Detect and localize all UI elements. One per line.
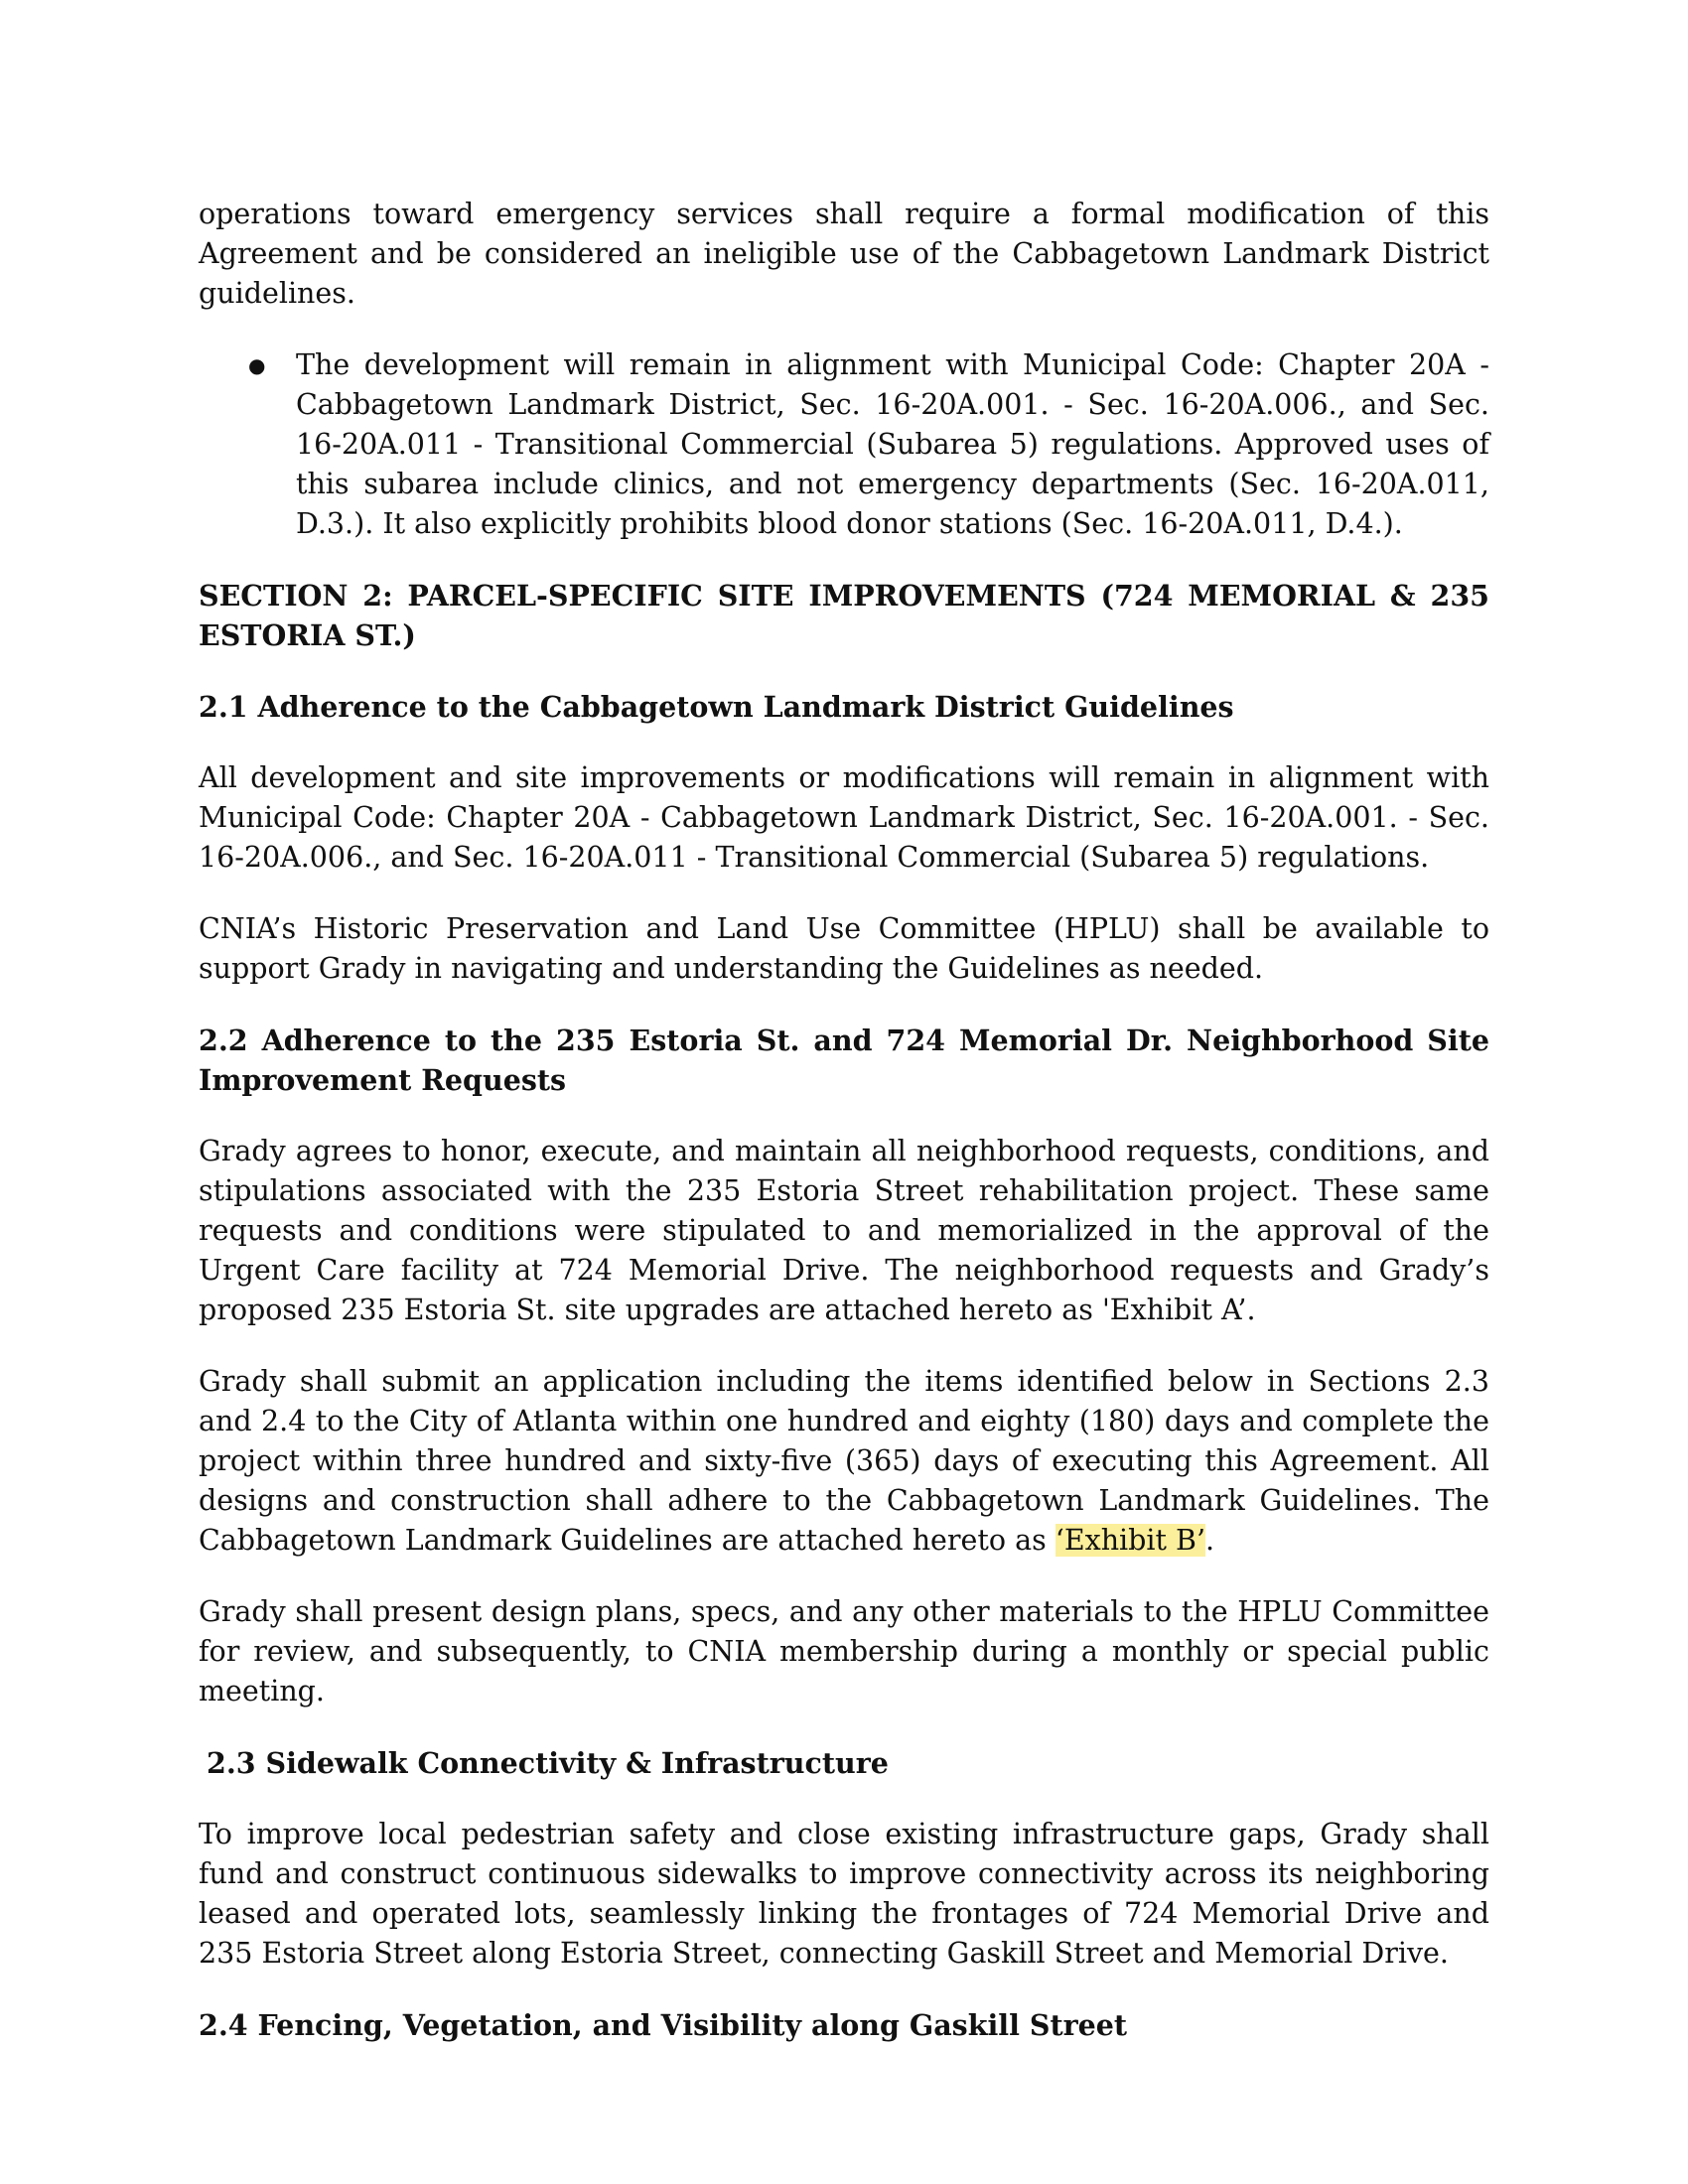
bullet-text: The development will remain in alignment with Municipal Code: Chapter 20A - Cabbagetown Landmark District, Sec. 16-20A.001. - Sec. 16-20A.006., and Sec. 16-20A.011 - Transitional Commercial (Subarea 5) regulations. Approved uses of this subarea include clinics, and not emergency departments (Sec. 16-20A.011, D.3.). It also explicitly prohibits blood donor stations (Sec. 16-20A.011, D.4.). [296,348,1489,540]
document-page [199,195,1489,2045]
bullet-icon: ● [248,353,266,377]
bullet-item [248,345,1489,544]
section-2-2-paragraph-1: Grady agrees to honor, execute, and maintain all neighborhood requests, conditions, and stipulations associated with the 235 Estoria Street rehabilitation project. These same requests and conditions were stipulated to and memorialized in the approval of the Urgent Care facility at 724 Memorial Drive. The neighborhood requests and Grady’s proposed 235 Estoria St. site upgrades are attached hereto as 'Exhibit A’. [199,1135,1489,1326]
section-2-3-paragraph-1: To improve local pedestrian safety and close existing infrastructure gaps, Grady shall fund and construct continuous sidewalks to improve connectivity across its neighboring leased and operated lots, seamlessly linking the frontages of 724 Memorial Drive and 235 Estoria Street along Estoria Street, connecting Gaskill Street and Memorial Drive. [199,1818,1489,1970]
section-2-1-heading: 2.1 Adherence to the Cabbagetown Landmark District Guidelines [199,690,1234,724]
section-2-4-heading: 2.4 Fencing, Vegetation, and Visibility along Gaskill Street [199,2008,1128,2042]
paragraph-end: . [1205,1524,1215,1557]
intro-paragraph: operations toward emergency services shall require a formal modification of this Agreement and be considered an ineligible use of the Cabbagetown Landmark District guidelines. [199,198,1489,310]
section-2-3-heading: 2.3 Sidewalk Connectivity & Infrastructure [207,1746,889,1780]
section-2-1-paragraph-2: CNIA’s Historic Preservation and Land Use Committee (HPLU) shall be available to support Grady in navigating and understanding the Guidelines as needed. [199,912,1489,985]
section-2-2-heading: 2.2 Adherence to the 235 Estoria St. and 724 Memorial Dr. Neighborhood Site Improvement Requests [199,1024,1489,1097]
bullet-list [199,345,1489,544]
section-2-heading: SECTION 2: PARCEL-SPECIFIC SITE IMPROVEMENTS (724 MEMORIAL & 235 ESTORIA ST.) [199,579,1489,652]
section-2-2-paragraph-3: Grady shall present design plans, specs, and any other materials to the HPLU Committee for review, and subsequently, to CNIA membership during a monthly or special public meeting. [199,1595,1489,1707]
section-2-1-paragraph-1: All development and site improvements or modifications will remain in alignment with Municipal Code: Chapter 20A - Cabbagetown Landmark District, Sec. 16-20A.001. - Sec. 16-20A.006., and Sec. 16-20A.011 - Transitional Commercial (Subarea 5) regulations. [199,761,1489,874]
exhibit-b-highlight: ‘Exhibit B’ [1055,1524,1206,1557]
paragraph-text: Grady shall submit an application including the items identified below in Sections 2.3 and 2.4 to the City of Atlanta within one hundred and eighty (180) days and complete the project within three hundred and sixty-five (365) days of executing this Agreement. All designs and construction shall adhere to the Cabbagetown Landmark Guidelines. The Cabbagetown Landmark Guidelines are attached hereto as [199,1365,1489,1557]
section-2-2-paragraph-2 [199,1362,1489,1561]
